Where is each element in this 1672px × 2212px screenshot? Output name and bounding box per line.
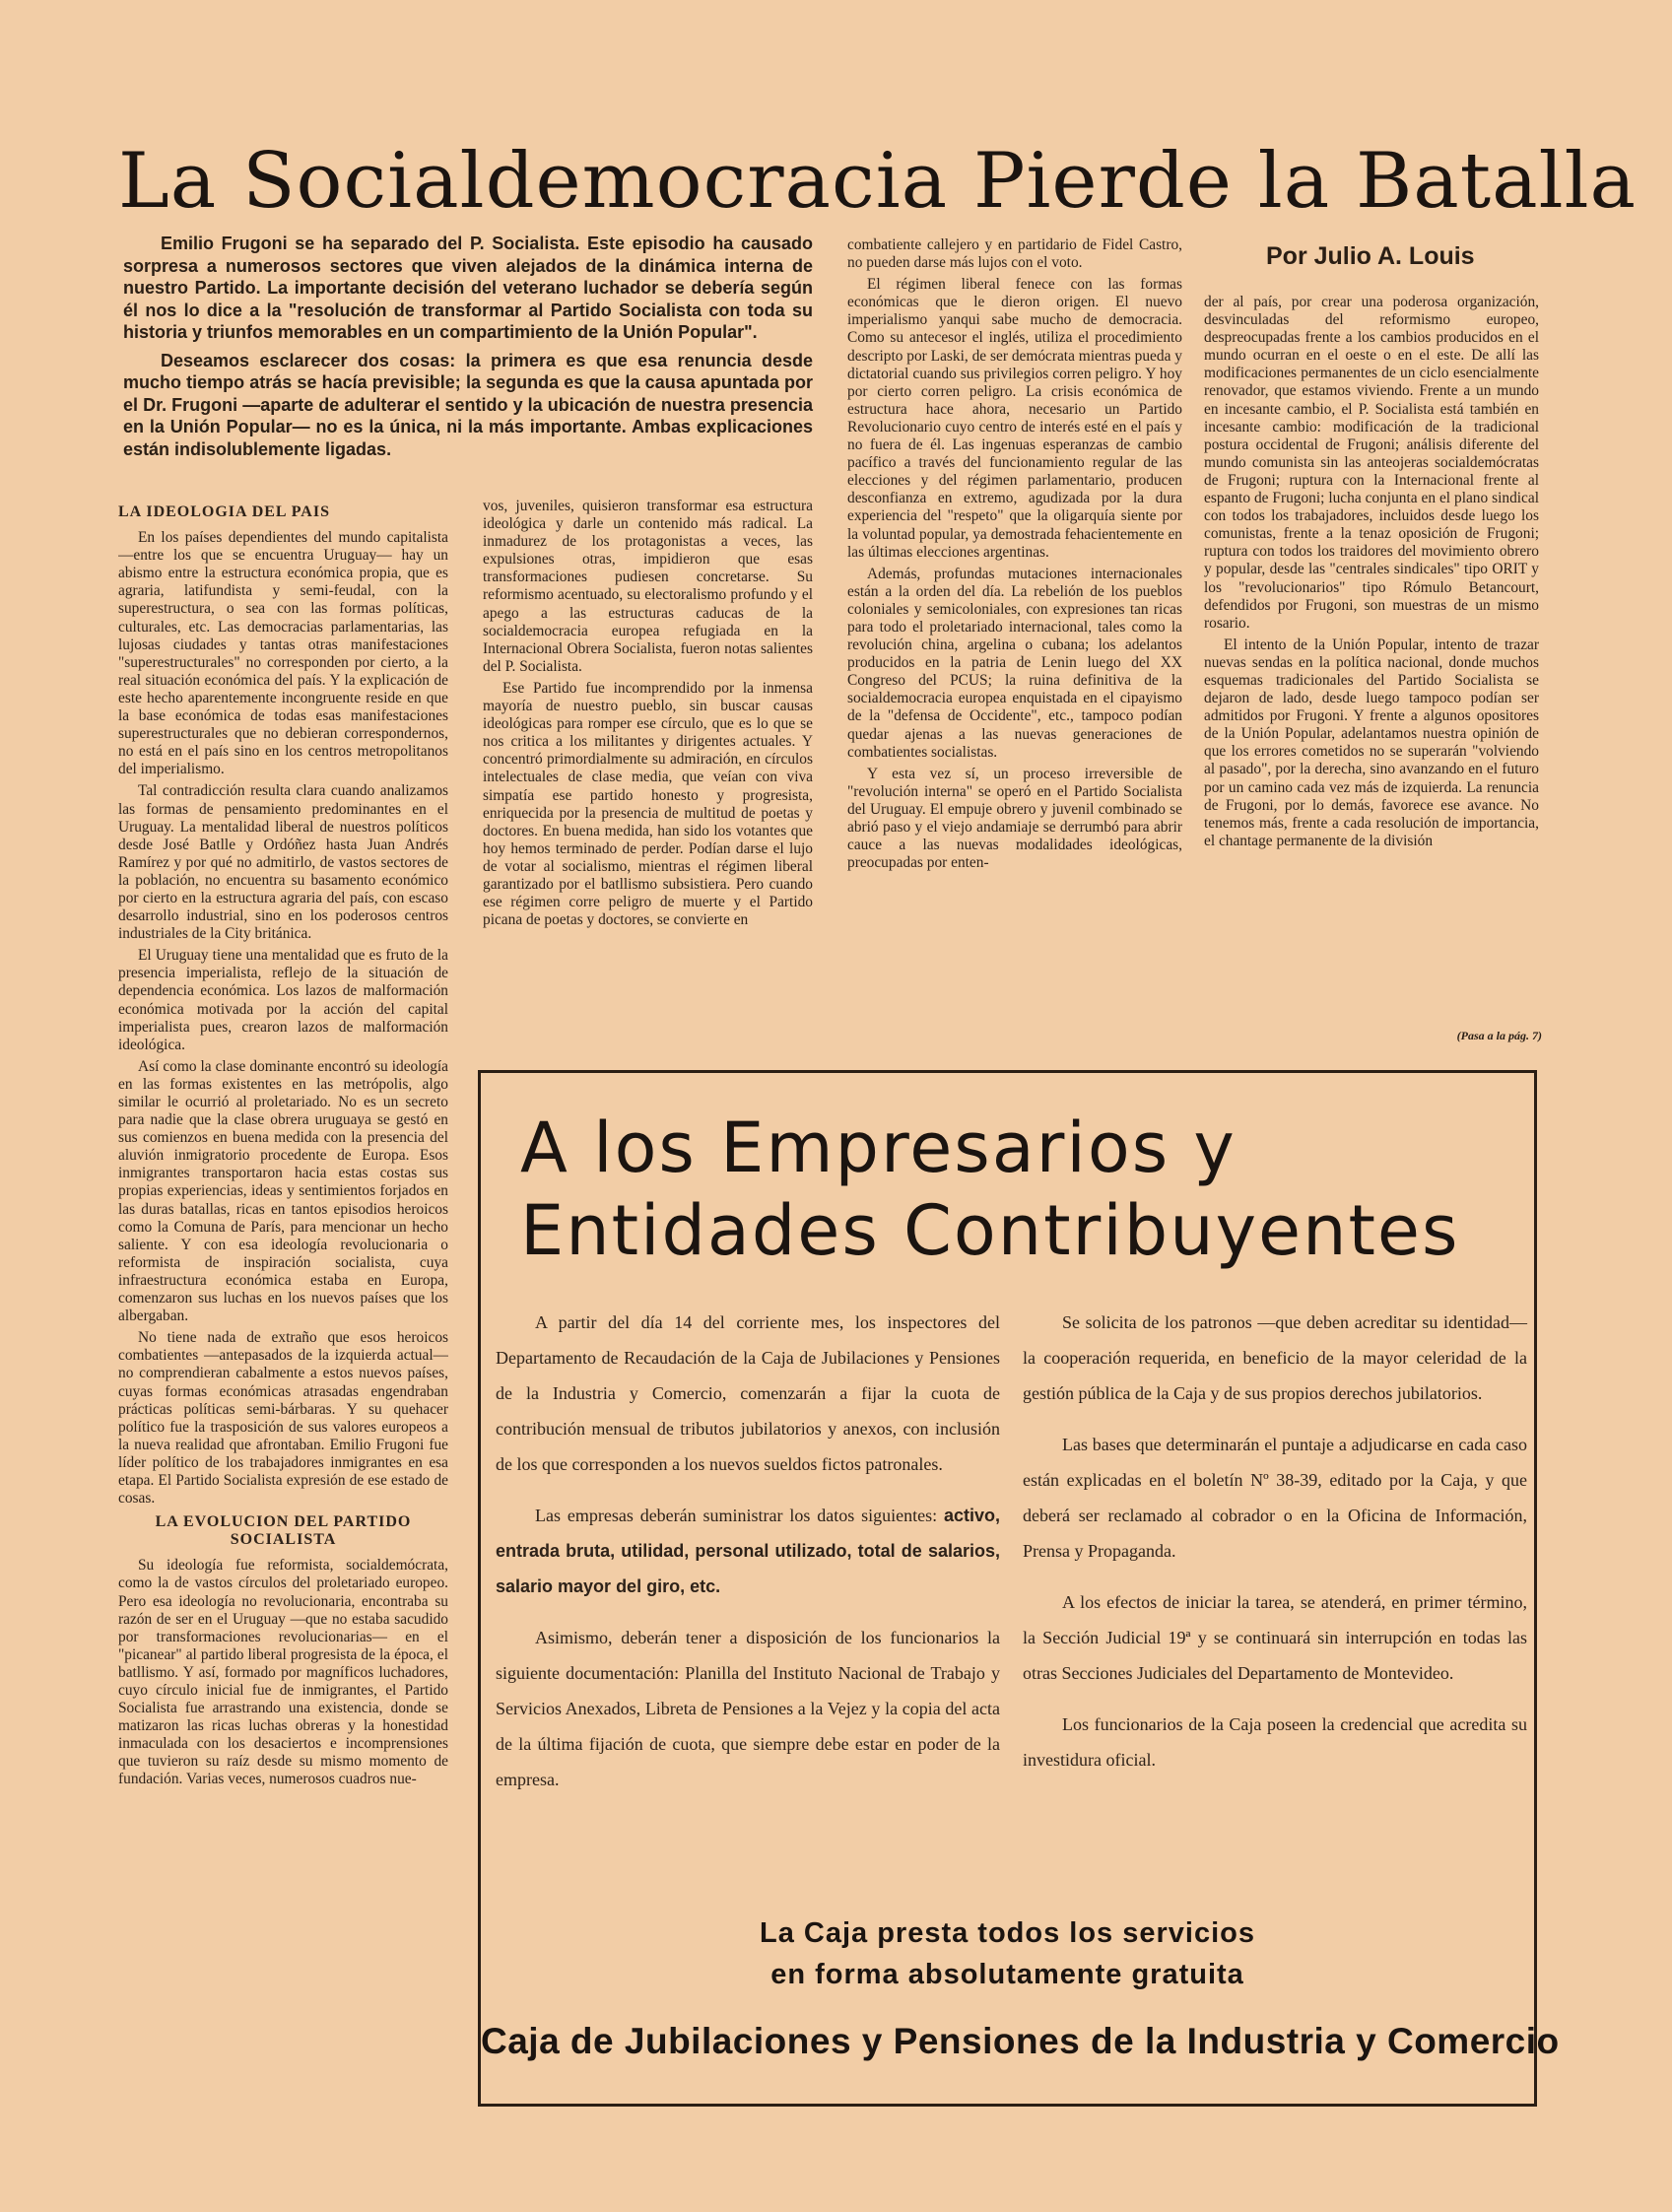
ad-paragraph: Las bases que determinarán el puntaje a adjudicarse en cada caso están explicadas en el boletín Nº 38-39, editado por la Caja, y que deberá ser reclamado al cobrador o en la Oficina de Información, Prensa y Propaganda. (1023, 1435, 1527, 1561)
ad-footer-institution: Caja de Jubilaciones y Pensiones de la Industria y Comercio (481, 2021, 1560, 2061)
body-paragraph: Su ideología fue reformista, socialdemócrata, como la de vastos círculos del proletariado europeo. Pero esa ideología no revolucionaria, encontraba su razón de ser en el Uruguay —que no estaba sacudido por transformaciones revolucionarias— en el "picanear" al partido liberal progresista de la época, el batllismo. Y así, formado por magníficos luchadores, cuyo círculo inicial fue de inmigrantes, el Partido Socialista fue arrastrando una existencia, donde se matizaron las ricas luchas obreras y la honestidad inmaculada con los desaciertos e incomprensiones que tuvieron su raíz desde su mismo momento de fundación. Varias veces, numerosos cuadros nue- (118, 1557, 448, 1788)
article-headline: La Socialdemocracia Pierde la Batalla (118, 137, 1638, 226)
continued-note: (Pasa a la pág. 7) (1456, 1029, 1542, 1042)
body-paragraph: El intento de la Unión Popular, intento de trazar nuevas sendas en la política nacional, donde muchos esquemas tradicionales del Partido Socialista se dejaron de lado, desde luego tampoco podían ser admitidos por Frugoni. Y frente a algunos opositores de la Unión Popular, adelantamos nuestra opinión de que los errores cometidos no se superarán "volviendo al pasado", por la derecha, sino avanzando en el futuro por un camino cada vez más de izquierda. La renuncia de Frugoni, por lo demás, favorece ese avance. No tenemos más, frente a cada resolución de importancia, el chantage permanente de la división (1204, 636, 1539, 849)
ad-paragraph: Se solicita de los patronos —que deben acreditar su identidad— la cooperación requerida, en beneficio de la mayor celeridad de la gestión pública de la Caja y de sus propios derechos jubilatorios. (1023, 1312, 1527, 1403)
lead-paragraph: Deseamos esclarecer dos cosas: la primera es que esa renuncia desde mucho tiempo atrás se hacía previsible; la segunda es que la causa apuntada por el Dr. Frugoni —aparte de adulterar el sentido y la ubicación de nuestra presencia en la Unión Popular— no es la única, ni la más importante. Ambas explicaciones están indisolublemente ligadas. (123, 350, 813, 459)
body-paragraph: Así como la clase dominante encontró su ideología en las formas existentes en las metrópolis, algo similar le ocurrió al proletariado. No es un secreto para nadie que la clase obrera uruguaya se gestó en sus comienzos en buena medida con la presencia del aluvión inmigratorio procedente de Europa. Esos inmigrantes transportaron hacia estas costas sus propias experiencias, ideas y sentimientos forjados en las duras batallas, ricas en tantos episodios heroicos como la Comuna de París, para mencionar un hecho saliente. Y con esa ideología revolucionaria o reformista de inspiración socialista, cuya infraestructura económica estaba en Europa, comenzaron sus luchas en los nuevos países que los albergaban. (118, 1057, 448, 1325)
section-subhead: LA EVOLUCION DEL PARTIDO SOCIALISTA (155, 1513, 412, 1549)
ad-paragraph: Los funcionarios de la Caja poseen la credencial que acredita su investidura oficial. (1023, 1714, 1527, 1770)
ad-title (520, 1106, 1505, 1272)
body-paragraph: vos, juveniles, quisieron transformar esa estructura ideológica y darle un contenido más radical. La inmadurez de los protagonistas a veces, las expulsiones otras, impidieron que esas transformaciones pudiesen concretarse. Su reformismo acentuado, su electoralismo profundo y el apego a las estructuras caducas de la socialdemocracia europea refugiada en la Internacional Obrera Socialista, fueron notas salientes del P. Socialista. (483, 498, 813, 675)
article-column-1 (118, 498, 448, 2109)
body-paragraph: No tiene nada de extraño que esos heroicos combatientes —antepasados de la izquierda actual— no comprendieran cabalmente a estos nuevos países, cuyas formas económicas atrasadas engendraban prácticas políticas semi-bárbaras. Y su quehacer político fue la trasposición de sus valores europeos a la nueva realidad que afrontaban. Emilio Frugoni fue líder político de los trabajadores inmigrantes en esa etapa. El Partido Socialista expresión de ese estado de cosas. (118, 1329, 448, 1508)
ad-title-line: Entidades Contribuyentes (520, 1190, 1460, 1271)
body-paragraph: El Uruguay tiene una mentalidad que es fruto de la presencia imperialista, reflejo de la situación de dependencia económica. Los lazos de malformación económica motivada por la acción del capital imperialista pues, crearon lazos de malformación ideológica. (118, 947, 448, 1053)
ad-paragraph: A los efectos de iniciar la tarea, se atenderá, en primer término, la Sección Judicial 19ª y se continuará sin interrupción en todas las otras Secciones Judiciales del Departamento de Montevideo. (1023, 1592, 1527, 1683)
ad-service-line: en forma absolutamente gratuita (770, 1959, 1244, 1990)
advertisement-box (478, 1070, 1560, 2107)
ad-required-data: activo, entrada bruta, utilidad, personal utilizado, total de salarios, salario mayor del giro, etc. (496, 1506, 1000, 1596)
section-subhead: LA IDEOLOGIA DEL PAIS (118, 503, 330, 520)
body-paragraph: Ese Partido fue incomprendido por la inmensa mayoría de nuestro pueblo, sin buscar causas ideológicas para romper ese círculo, que es lo que se nos critica a los militantes y dirigentes actuales. Y concentró primordialmente su admiración, en círculos intelectuales de clase media, que veían con viva simpatía ese partido honesto y progresista, enriquecida por la presencia de multitud de poetas y doctores. En buena medida, han sido los votantes que hoy hemos terminado de perder. Podían darse el lujo de votar al socialismo, mientras el régimen liberal garantizado por el batllismo subsistiera. Pero cuando ese régimen corre peligro de muerte y el Partido picana de poetas y doctores, se convierte en (483, 679, 813, 929)
body-paragraph: Además, profundas mutaciones internacionales están a la orden del día. La rebelión de los pueblos coloniales y semicoloniales, con expresiones tan ricas para todo el proletariado internacional, tales como la revolución china, argelina o cubana; los adelantos producidos en la patria de Lenin luego del XX Congreso del PCUS; la ruina definitiva de la socialdemocracia europea enquistada en el cipayismo de la "defensa de Occidente", etc., tampoco podían quedar ajenas a las nuevas generaciones de combatientes socialistas. (847, 565, 1182, 761)
body-paragraph: El régimen liberal fenece con las formas económicas que le dieron origen. El nuevo imperialismo yanqui sabe mucho de democracia. Como su antecesor el inglés, utiliza el procedimiento descripto por Laski, de ser demócrata mientras pueda y dictatorial cuando sus privilegios corren peligro. Y hoy por cierto corren peligro. La crisis económica de estructura hace ahora, necesario un Partido Revolucionario cuyo centro de interés esté en el país y no fuera de él. Las ingenuas esperanzas de cambio pacífico a través del funcionamiento regular de las elecciones y del régimen parlamentario, producen desconfianza en extremo, agudizada por la dura experiencia del "respeto" que la oligarquía siente por la voluntad popular, ya demostrada fehacientemente en las últimas elecciones argentinas. (847, 276, 1182, 561)
article-lead (123, 233, 813, 466)
ad-text: Las empresas deberán suministrar los datos siguientes: (535, 1506, 944, 1525)
ad-right-column (1023, 1305, 1527, 1793)
body-paragraph: En los países dependientes del mundo capitalista —entre los que se encuentra Uruguay— hay un abismo entre la estructura económica propia, que es agraria, latifundista y semi-feudal, con la superestructura, o sea con las formas políticas, culturales, etc. Las democracias parlamentarias, las lujosas ciudades y tantas otras manifestaciones "superestructurales" no corresponden por cierto, a la real situación económica del país. Y la explicación de este hecho aparentemente incongruente reside en que la base económica de todas esas manifestaciones superestructurales que no debieran correspondernos, no está en el país sino en los centros metropolitanos del imperialismo. (118, 529, 448, 778)
ad-service-line: La Caja presta todos los servicios (759, 1917, 1255, 1949)
article-column-2 (483, 498, 813, 1049)
body-paragraph: Y esta vez sí, un proceso irreversible de "revolución interna" se operó en el Partido Socialista del Uruguay. El empuje obrero y juvenil combinado se abrió paso y el viejo andamiaje se derrumbó para abrir cauce a las nuevas modalidades ideológicas, preocupadas por enten- (847, 765, 1182, 872)
ad-paragraph: A partir del día 14 del corriente mes, los inspectores del Departamento de Recaudación de la Caja de Jubilaciones y Pensiones de la Industria y Comercio, comenzarán a fijar la cuota de contribución mensual de tributos jubilatorios y anexos, con inclusión de los que corresponden a los nuevos sueldos fictos patronales. (496, 1312, 1000, 1474)
ad-left-column (496, 1305, 1000, 1813)
article-column-3 (847, 236, 1182, 1049)
article-column-4 (1204, 294, 1539, 1023)
ad-paragraph (496, 1498, 1000, 1604)
ad-title-line: A los Empresarios y (520, 1107, 1237, 1188)
ad-service-note (481, 1912, 1534, 1995)
ad-paragraph: Asimismo, deberán tener a disposición de los funcionarios la siguiente documentación: Planilla del Instituto Nacional de Trabajo y Servicios Anexados, Libreta de Pensiones a la Vejez y la copia del acta de la última fijación de cuota, que siempre debe estar en poder de la empresa. (496, 1628, 1000, 1789)
lead-paragraph: Emilio Frugoni se ha separado del P. Socialista. Este episodio ha causado sorpresa a numerosos sectores que viven alejados de la dinámica interna de nuestro Partido. La importante decisión del veterano luchador se debería según él nos lo dice a la "resolución de transformar al Partido Socialista con toda su historia y triunfos memorables en un compartimiento de la Unión Popular". (123, 234, 813, 342)
body-paragraph: Tal contradicción resulta clara cuando analizamos las formas de pensamiento predominantes en el Uruguay. La mentalidad liberal de nuestros políticos desde José Batlle y Ordóñez hasta Juan Andrés Ramírez y por qué no admitirlo, de vastos sectores de la población, no encuentra su basamento económico por cierto en la estructura agraria del país, con escaso desarrollo industrial, sino en los poderosos centros industriales de la City británica. (118, 782, 448, 943)
article-byline: Por Julio A. Louis (1266, 242, 1475, 270)
body-paragraph: combatiente callejero y en partidario de Fidel Castro, no pueden darse más lujos con el voto. (847, 236, 1182, 272)
body-paragraph: der al país, por crear una poderosa organización, desvinculadas del reformismo europeo, despreocupadas frente a los cambios producidos en el mundo ocurran en el oeste o en el este. De allí las modificaciones permanentes de un ciclo esencialmente renovador, que estamos viviendo. Frente a un mundo en incesante cambio, el P. Socialista está también en incesante cambio: modificación de la tradicional postura occidental de Frugoni; análisis diferente del mundo comunista sin las anteojeras socialdemócratas de Frugoni; ruptura con la Internacional frente al espanto de Frugoni; lucha conjunta en el plano sindical con todos los trabajadores, incluidos desde luego los comunistas, frente a la tenaz oposición de Frugoni; ruptura con todos los traidores del movimiento obrero y popular, desde las "centrales sindicales" tipo ORIT y los "revolucionarios" tipo Rómulo Betancourt, defendidos por Frugoni, son muestras de un mismo rosario. (1204, 294, 1539, 632)
